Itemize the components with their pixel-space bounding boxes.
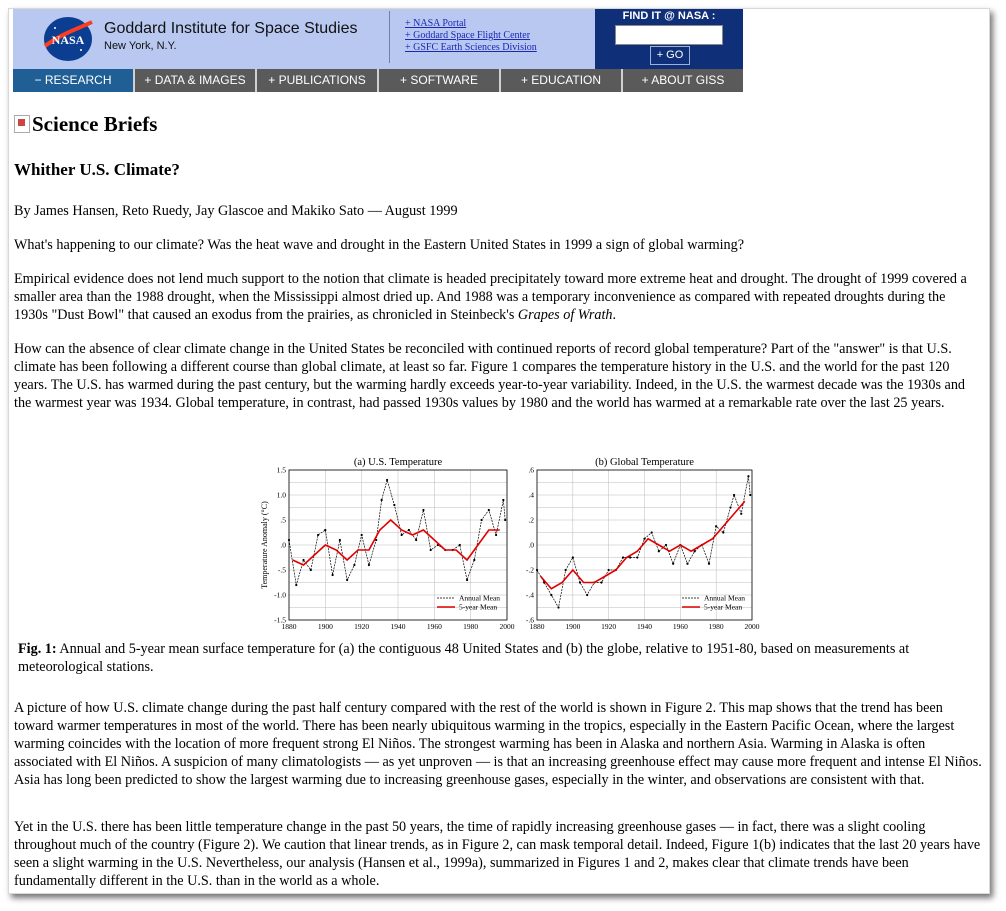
figure-caption-text: Annual and 5-year mean surface temperature for (a) the contiguous 48 United States and (b) the globe, relative to 1951-80, based on measurements at meteorological stations. bbox=[18, 641, 910, 675]
y-tick-label: -.2 bbox=[525, 565, 534, 575]
data-point-annual bbox=[368, 564, 370, 566]
nav-about-giss[interactable]: + ABOUT GISS bbox=[621, 69, 743, 92]
go-button[interactable]: + GO bbox=[650, 46, 690, 65]
y-tick-label: -.6 bbox=[525, 615, 534, 625]
legend-label-annual: Annual Mean bbox=[459, 593, 501, 603]
y-tick-label: -.4 bbox=[525, 590, 534, 600]
data-point-annual bbox=[502, 499, 504, 501]
chart-title-global: (b) Global Temperature bbox=[595, 457, 694, 468]
data-point-annual bbox=[422, 509, 424, 511]
nav-software[interactable]: + SOFTWARE bbox=[377, 69, 499, 92]
y-axis-label: Temperature Anomaly (°C) bbox=[260, 501, 269, 589]
data-point-annual bbox=[324, 529, 326, 531]
series-line-five-year-us bbox=[293, 520, 500, 565]
x-tick-label: 1880 bbox=[529, 622, 545, 631]
data-point-annual bbox=[658, 550, 660, 552]
data-point-annual bbox=[310, 569, 312, 571]
y-tick-label: 1.5 bbox=[276, 465, 286, 475]
figure-caption-label: Fig. 1: bbox=[18, 641, 57, 657]
page bbox=[8, 8, 990, 894]
nav-education[interactable]: + EDUCATION bbox=[499, 69, 621, 92]
header-links bbox=[405, 18, 537, 54]
y-tick-label: .2 bbox=[528, 515, 534, 525]
data-point-annual bbox=[381, 499, 383, 501]
x-tick-label: 1920 bbox=[601, 622, 617, 631]
search-input[interactable] bbox=[615, 25, 723, 45]
data-point-annual bbox=[722, 531, 724, 533]
x-tick-label: 1940 bbox=[637, 622, 652, 631]
y-tick-label: 1.0 bbox=[276, 490, 286, 500]
paragraph-4: A picture of how U.S. climate change during the past half century compared with the rest of the world is shown in Figure 2. This map shows that the trend has been toward warmer temperatures in most of the world. There has been nearly ubiquitous warming in the tropics, especially in the Eastern Pacific Ocean, where the largest warming coincides with the location of more frequent strong El Niños. The strongest warming has been in Alaska and northern Asia. Warming in Alaska is often associated with El Niños. A suspicion of many climatologists — as yet unproven — is that an increasing greenhouse effect may cause more frequent and intense El Niños. Asia has long been predicted to show the largest warming due to increasing greenhouse gases, especially in the winter, and observations are consistent with that. bbox=[14, 700, 982, 788]
x-tick-label: 1960 bbox=[672, 622, 688, 631]
x-tick-label: 1920 bbox=[354, 622, 370, 631]
data-point-annual bbox=[747, 475, 749, 477]
data-point-annual bbox=[288, 539, 290, 541]
data-point-annual bbox=[466, 579, 468, 581]
book-title: Grapes of Wrath bbox=[517, 307, 613, 323]
institute-location: New York, N.Y. bbox=[104, 40, 177, 52]
y-tick-label: -1.0 bbox=[274, 590, 286, 600]
data-point-annual bbox=[339, 539, 341, 541]
paragraph-2-text: Empirical evidence does not lend much support to the notion that climate is headed precipitately toward more extreme heat and drought. The drought of 1999 covered a smaller area than the 1988 drought, when the Mississippi almost dried up. And 1988 was a temporary inconvenience as compared with repeated droughts during the 1930s "Dust Bowl" that caused an exodus from the prairies, as chronicled in Steinbeck's bbox=[14, 271, 967, 323]
main-nav bbox=[13, 69, 743, 92]
find-it-box bbox=[595, 9, 743, 69]
data-point-annual bbox=[473, 559, 475, 561]
data-point-annual bbox=[346, 579, 348, 581]
paragraph-2-end: . bbox=[612, 307, 617, 323]
data-point-annual bbox=[572, 556, 574, 558]
y-tick-label: -.5 bbox=[277, 565, 286, 575]
data-point-annual bbox=[622, 556, 624, 558]
data-point-annual bbox=[302, 559, 304, 561]
nav-publications[interactable]: + PUBLICATIONS bbox=[255, 69, 377, 92]
data-point-annual bbox=[665, 544, 667, 546]
x-tick-label: 1900 bbox=[317, 622, 333, 631]
data-point-annual bbox=[686, 563, 688, 565]
data-point-annual bbox=[430, 549, 432, 551]
y-tick-label: .0 bbox=[280, 540, 286, 550]
x-tick-label: 2000 bbox=[499, 622, 515, 631]
byline: By James Hansen, Reto Ruedy, Jay Glascoe and Makiko Sato — August 1999 bbox=[14, 203, 458, 219]
data-point-annual bbox=[600, 581, 602, 583]
data-point-annual bbox=[557, 606, 559, 608]
y-tick-label: -1.5 bbox=[274, 615, 286, 625]
header-divider bbox=[389, 11, 390, 63]
data-point-annual bbox=[386, 479, 388, 481]
data-point-annual bbox=[550, 594, 552, 596]
data-point-annual bbox=[651, 531, 653, 533]
science-briefs-alt-text: Science Briefs bbox=[32, 111, 158, 136]
find-it-label: FIND IT @ NASA : bbox=[622, 10, 716, 22]
x-tick-label: 1880 bbox=[281, 622, 297, 631]
x-tick-label: 1980 bbox=[708, 622, 724, 631]
legend-label-annual: Annual Mean bbox=[704, 593, 746, 603]
data-point-annual bbox=[579, 581, 581, 583]
data-point-annual bbox=[353, 564, 355, 566]
x-tick-label: 1960 bbox=[426, 622, 442, 631]
data-point-annual bbox=[733, 494, 735, 496]
data-point-annual bbox=[415, 539, 417, 541]
data-point-annual bbox=[729, 506, 731, 508]
paragraph-2 bbox=[14, 270, 982, 324]
broken-image-icon bbox=[14, 115, 30, 133]
y-tick-label: .6 bbox=[528, 465, 534, 475]
data-point-annual bbox=[708, 563, 710, 565]
legend-label-five-year: 5-year Mean bbox=[704, 602, 743, 612]
science-briefs-banner bbox=[14, 112, 982, 136]
data-point-annual bbox=[586, 594, 588, 596]
data-point-annual bbox=[459, 544, 461, 546]
figure-1 bbox=[254, 453, 760, 638]
paragraph-1: What's happening to our climate? Was the heat wave and drought in the Eastern United States in 1999 a sign of global warming? bbox=[14, 237, 745, 253]
paragraph-5: Yet in the U.S. there has been little temperature change in the past 50 years, the time of rapidly increasing greenhouse gases — in fact, there was a slight cooling throughout much of the country (Figure 2). We caution that linear trends, as in Figure 2, can mask temporal detail. Indeed, Figure 1(b) indicates that the last 20 years have seen a slight warming in the U.S. Nevertheless, our analysis (Hansen et al., 1999a), summarized in Figures 1 and 2, makes clear that climate trends have been fundamentally different in the U.S. than in the world as a whole. bbox=[14, 819, 981, 889]
article bbox=[14, 111, 982, 889]
data-point-annual bbox=[361, 534, 363, 536]
y-tick-label: .4 bbox=[528, 490, 534, 500]
data-point-annual bbox=[393, 504, 395, 506]
data-point-annual bbox=[401, 534, 403, 536]
x-tick-label: 1900 bbox=[565, 622, 581, 631]
link-gsfc-earth-sciences[interactable]: + GSFC Earth Sciences Division bbox=[405, 42, 537, 53]
article-title: Whither U.S. Climate? bbox=[14, 160, 180, 179]
data-point-annual bbox=[749, 494, 751, 496]
data-point-annual bbox=[332, 574, 334, 576]
data-point-annual bbox=[295, 584, 297, 586]
nav-data-images[interactable]: + DATA & IMAGES bbox=[133, 69, 255, 92]
x-tick-label: 1940 bbox=[390, 622, 406, 631]
data-point-annual bbox=[608, 569, 610, 571]
data-point-annual bbox=[565, 569, 567, 571]
y-tick-label: .0 bbox=[528, 540, 534, 550]
link-goddard[interactable]: + Goddard Space Flight Center bbox=[405, 30, 531, 41]
data-point-annual bbox=[480, 519, 482, 521]
data-point-annual bbox=[643, 538, 645, 540]
data-point-annual bbox=[317, 534, 319, 536]
data-point-annual bbox=[715, 525, 717, 527]
figure-1-charts bbox=[254, 453, 760, 638]
nav-research[interactable]: − RESEARCH bbox=[13, 69, 133, 92]
data-point-annual bbox=[740, 513, 742, 515]
y-tick-label: .5 bbox=[280, 515, 286, 525]
figure-caption bbox=[18, 640, 978, 676]
data-point-annual bbox=[536, 569, 538, 571]
data-point-annual bbox=[636, 556, 638, 558]
nasa-logo[interactable] bbox=[43, 16, 93, 62]
legend-label-five-year: 5-year Mean bbox=[459, 602, 498, 612]
chart-title-us: (a) U.S. Temperature bbox=[353, 457, 443, 468]
x-tick-label: 1980 bbox=[463, 622, 479, 631]
data-point-annual bbox=[488, 509, 490, 511]
data-point-annual bbox=[504, 519, 506, 521]
paragraph-3: How can the absence of clear climate change in the United States be reconciled with continued reports of record global temperature? Part of the "answer" is that U.S. climate has been following a different course than global climate, at least so far. Figure 1 compares the temperature history in the U.S. and the world for the past 120 years. The U.S. has warmed during the past century, but the warming hardly exceeds year-to-year variability. Indeed, in the U.S. the warmest decade was the 1930s and the warmest year was 1934. Global temperature, in contrast, had passed 1930s values by 1980 and the world has warmed at a remarkable rate over the last 25 years. bbox=[14, 341, 966, 411]
series-line-annual-global bbox=[537, 476, 750, 607]
x-tick-label: 2000 bbox=[744, 622, 760, 631]
logo-text: NASA bbox=[51, 33, 85, 47]
data-point-annual bbox=[408, 529, 410, 531]
link-nasa-portal[interactable]: + NASA Portal bbox=[405, 18, 467, 29]
data-point-annual bbox=[495, 534, 497, 536]
institute-name[interactable]: Goddard Institute for Space Studies bbox=[104, 20, 358, 37]
data-point-annual bbox=[672, 563, 674, 565]
